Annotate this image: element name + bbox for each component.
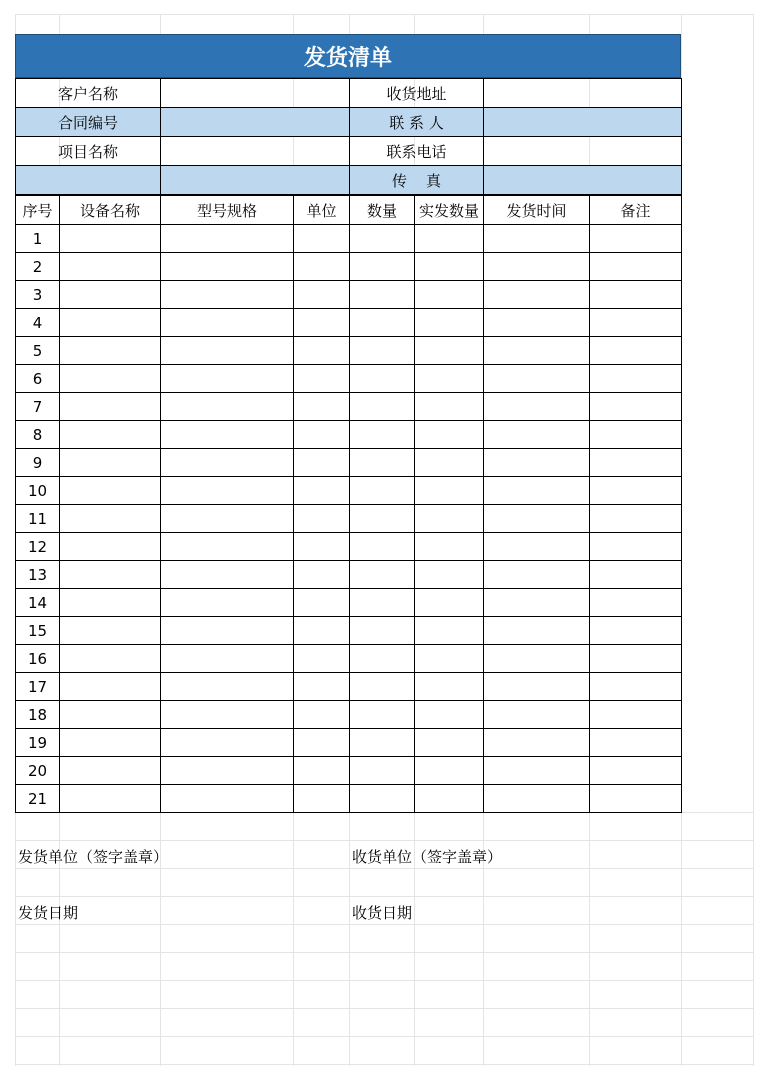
table-cell[interactable] (350, 561, 415, 589)
table-cell[interactable] (294, 785, 350, 813)
table-cell[interactable] (484, 421, 590, 449)
table-cell[interactable] (161, 701, 294, 729)
fax-blank-mid[interactable] (161, 166, 350, 195)
table-cell[interactable] (60, 421, 161, 449)
table-cell[interactable] (484, 589, 590, 617)
table-cell[interactable] (350, 673, 415, 701)
table-cell[interactable] (590, 309, 682, 337)
table-cell[interactable] (590, 421, 682, 449)
table-cell[interactable] (415, 337, 484, 365)
table-cell[interactable] (350, 477, 415, 505)
table-cell[interactable] (60, 309, 161, 337)
table-cell[interactable] (590, 225, 682, 253)
table-row (16, 617, 682, 645)
table-cell[interactable] (294, 589, 350, 617)
table-cell[interactable] (350, 505, 415, 533)
table-cell[interactable] (161, 337, 294, 365)
contract-label: 合同编号 (16, 108, 161, 137)
table-row (16, 477, 682, 505)
table-cell[interactable] (415, 505, 484, 533)
table-cell[interactable] (590, 505, 682, 533)
table-cell[interactable] (484, 281, 590, 309)
table-cell[interactable] (60, 505, 161, 533)
table-cell[interactable] (161, 449, 294, 477)
table-row (16, 785, 682, 813)
table-cell[interactable] (484, 785, 590, 813)
table-row (16, 533, 682, 561)
table-cell[interactable] (415, 729, 484, 757)
table-cell[interactable] (294, 533, 350, 561)
document-title: 发货清单 (15, 34, 681, 78)
table-cell[interactable] (590, 645, 682, 673)
table-cell[interactable] (484, 673, 590, 701)
table-cell[interactable] (294, 561, 350, 589)
table-cell[interactable] (161, 617, 294, 645)
table-cell[interactable] (484, 393, 590, 421)
row-number: 3 (16, 281, 60, 309)
table-cell[interactable] (590, 365, 682, 393)
table-cell[interactable] (415, 477, 484, 505)
table-cell[interactable] (161, 309, 294, 337)
table-row (16, 253, 682, 281)
table-cell[interactable] (350, 645, 415, 673)
table-cell[interactable] (590, 617, 682, 645)
table-cell[interactable] (590, 589, 682, 617)
info-row-project (16, 137, 682, 166)
table-cell[interactable] (350, 757, 415, 785)
row-number: 13 (16, 561, 60, 589)
table-cell[interactable] (60, 701, 161, 729)
row-number: 10 (16, 477, 60, 505)
table-cell[interactable] (161, 673, 294, 701)
items-body (16, 225, 682, 813)
row-number: 18 (16, 701, 60, 729)
contact-label: 联 系 人 (350, 108, 484, 137)
table-cell[interactable] (590, 729, 682, 757)
table-cell[interactable] (350, 533, 415, 561)
table-cell[interactable] (60, 645, 161, 673)
address-value[interactable] (484, 79, 682, 108)
fax-blank-left[interactable] (16, 166, 161, 195)
table-cell[interactable] (161, 421, 294, 449)
table-cell[interactable] (484, 477, 590, 505)
row-number: 1 (16, 225, 60, 253)
row-number: 5 (16, 337, 60, 365)
table-cell[interactable] (484, 505, 590, 533)
table-cell[interactable] (161, 533, 294, 561)
customer-value[interactable] (161, 79, 350, 108)
table-cell[interactable] (350, 337, 415, 365)
table-cell[interactable] (350, 617, 415, 645)
table-cell[interactable] (484, 701, 590, 729)
table-cell[interactable] (415, 393, 484, 421)
column-header: 实发数量 (415, 196, 484, 225)
table-cell[interactable] (415, 365, 484, 393)
shipper-sign-label: 发货单位（签字盖章） (18, 848, 169, 866)
receive-date-label: 收货日期 (352, 904, 413, 922)
row-number: 2 (16, 253, 60, 281)
table-cell[interactable] (590, 337, 682, 365)
table-cell[interactable] (60, 365, 161, 393)
table-cell[interactable] (60, 589, 161, 617)
table-cell[interactable] (60, 281, 161, 309)
table-row (16, 365, 682, 393)
table-cell[interactable] (484, 365, 590, 393)
table-cell[interactable] (294, 701, 350, 729)
table-cell[interactable] (161, 253, 294, 281)
ship-date-label: 发货日期 (18, 904, 79, 922)
table-cell[interactable] (60, 617, 161, 645)
items-table (15, 195, 682, 813)
table-cell[interactable] (590, 561, 682, 589)
table-cell[interactable] (294, 449, 350, 477)
table-cell[interactable] (294, 281, 350, 309)
column-header: 序号 (16, 196, 60, 225)
table-cell[interactable] (415, 589, 484, 617)
table-cell[interactable] (484, 757, 590, 785)
row-number: 16 (16, 645, 60, 673)
table-cell[interactable] (294, 645, 350, 673)
table-cell[interactable] (484, 449, 590, 477)
table-cell[interactable] (590, 253, 682, 281)
table-cell[interactable] (484, 309, 590, 337)
table-row (16, 729, 682, 757)
table-cell[interactable] (590, 477, 682, 505)
table-cell[interactable] (350, 729, 415, 757)
table-row (16, 225, 682, 253)
table-cell[interactable] (294, 225, 350, 253)
column-header: 单位 (294, 196, 350, 225)
table-cell[interactable] (590, 673, 682, 701)
info-table (15, 78, 682, 195)
row-number: 21 (16, 785, 60, 813)
column-header: 设备名称 (60, 196, 161, 225)
info-row-customer (16, 79, 682, 108)
table-row (16, 337, 682, 365)
table-row (16, 421, 682, 449)
row-number: 8 (16, 421, 60, 449)
row-number: 11 (16, 505, 60, 533)
table-row (16, 645, 682, 673)
info-row-contract (16, 108, 682, 137)
receiver-sign-label: 收货单位（签字盖章） (352, 848, 503, 866)
row-number: 6 (16, 365, 60, 393)
table-cell[interactable] (415, 533, 484, 561)
table-row (16, 589, 682, 617)
table-row (16, 673, 682, 701)
project-value[interactable] (161, 137, 350, 166)
table-cell[interactable] (60, 393, 161, 421)
table-cell[interactable] (161, 365, 294, 393)
table-cell[interactable] (60, 533, 161, 561)
contract-value[interactable] (161, 108, 350, 137)
table-cell[interactable] (294, 337, 350, 365)
table-cell[interactable] (294, 505, 350, 533)
column-header: 数量 (350, 196, 415, 225)
table-cell[interactable] (161, 505, 294, 533)
project-label: 项目名称 (16, 137, 161, 166)
table-cell[interactable] (60, 337, 161, 365)
column-header: 型号规格 (161, 196, 294, 225)
table-cell[interactable] (60, 729, 161, 757)
table-cell[interactable] (161, 561, 294, 589)
table-cell[interactable] (484, 337, 590, 365)
table-cell[interactable] (590, 701, 682, 729)
table-cell[interactable] (60, 561, 161, 589)
table-cell[interactable] (294, 421, 350, 449)
customer-label: 客户名称 (16, 79, 161, 108)
table-cell[interactable] (415, 421, 484, 449)
table-cell[interactable] (350, 421, 415, 449)
table-cell[interactable] (294, 309, 350, 337)
table-cell[interactable] (415, 673, 484, 701)
table-cell[interactable] (590, 785, 682, 813)
table-cell[interactable] (484, 561, 590, 589)
table-cell[interactable] (590, 281, 682, 309)
table-cell[interactable] (350, 309, 415, 337)
table-cell[interactable] (294, 393, 350, 421)
table-cell[interactable] (350, 785, 415, 813)
table-cell[interactable] (161, 785, 294, 813)
table-cell[interactable] (60, 673, 161, 701)
shipping-form (15, 78, 682, 813)
address-label: 收货地址 (350, 79, 484, 108)
table-cell[interactable] (350, 365, 415, 393)
row-number: 19 (16, 729, 60, 757)
table-cell[interactable] (161, 393, 294, 421)
table-cell[interactable] (60, 449, 161, 477)
table-cell[interactable] (161, 225, 294, 253)
fax-label: 传 真 (350, 166, 484, 195)
table-cell[interactable] (294, 757, 350, 785)
table-cell[interactable] (350, 281, 415, 309)
row-number: 7 (16, 393, 60, 421)
table-row (16, 701, 682, 729)
table-cell[interactable] (350, 225, 415, 253)
row-number: 17 (16, 673, 60, 701)
table-cell[interactable] (415, 449, 484, 477)
table-cell[interactable] (60, 225, 161, 253)
table-cell[interactable] (161, 729, 294, 757)
table-cell[interactable] (294, 477, 350, 505)
table-cell[interactable] (294, 673, 350, 701)
column-header: 发货时间 (484, 196, 590, 225)
table-cell[interactable] (60, 477, 161, 505)
phone-value[interactable] (484, 137, 682, 166)
table-cell[interactable] (415, 617, 484, 645)
table-cell[interactable] (415, 701, 484, 729)
table-cell[interactable] (590, 533, 682, 561)
column-header: 备注 (590, 196, 682, 225)
contact-value[interactable] (484, 108, 682, 137)
table-row (16, 281, 682, 309)
table-cell[interactable] (294, 617, 350, 645)
phone-label: 联系电话 (350, 137, 484, 166)
row-number: 15 (16, 617, 60, 645)
items-header-row (16, 196, 682, 225)
table-cell[interactable] (484, 253, 590, 281)
table-cell[interactable] (484, 533, 590, 561)
table-cell[interactable] (590, 393, 682, 421)
row-number: 9 (16, 449, 60, 477)
table-row (16, 561, 682, 589)
table-row (16, 449, 682, 477)
table-cell[interactable] (415, 757, 484, 785)
table-cell[interactable] (415, 561, 484, 589)
table-cell[interactable] (415, 309, 484, 337)
row-number: 20 (16, 757, 60, 785)
table-cell[interactable] (350, 589, 415, 617)
table-cell[interactable] (415, 253, 484, 281)
table-cell[interactable] (415, 281, 484, 309)
table-cell[interactable] (161, 281, 294, 309)
table-cell[interactable] (161, 757, 294, 785)
table-cell[interactable] (60, 785, 161, 813)
table-cell[interactable] (161, 589, 294, 617)
table-cell[interactable] (294, 365, 350, 393)
table-cell[interactable] (590, 757, 682, 785)
table-cell[interactable] (350, 253, 415, 281)
table-cell[interactable] (484, 729, 590, 757)
table-cell[interactable] (294, 729, 350, 757)
table-cell[interactable] (60, 757, 161, 785)
table-cell[interactable] (484, 645, 590, 673)
table-row (16, 393, 682, 421)
table-cell[interactable] (590, 449, 682, 477)
table-cell[interactable] (60, 253, 161, 281)
row-number: 12 (16, 533, 60, 561)
table-row (16, 309, 682, 337)
table-cell[interactable] (484, 225, 590, 253)
fax-value[interactable] (484, 166, 682, 195)
table-cell[interactable] (415, 785, 484, 813)
info-row-fax (16, 166, 682, 195)
table-cell[interactable] (350, 449, 415, 477)
table-cell[interactable] (350, 701, 415, 729)
table-cell[interactable] (161, 645, 294, 673)
table-row (16, 505, 682, 533)
table-cell[interactable] (484, 617, 590, 645)
table-cell[interactable] (350, 393, 415, 421)
table-cell[interactable] (161, 477, 294, 505)
table-cell[interactable] (415, 645, 484, 673)
row-number: 14 (16, 589, 60, 617)
table-cell[interactable] (294, 253, 350, 281)
table-cell[interactable] (415, 225, 484, 253)
table-row (16, 757, 682, 785)
row-number: 4 (16, 309, 60, 337)
